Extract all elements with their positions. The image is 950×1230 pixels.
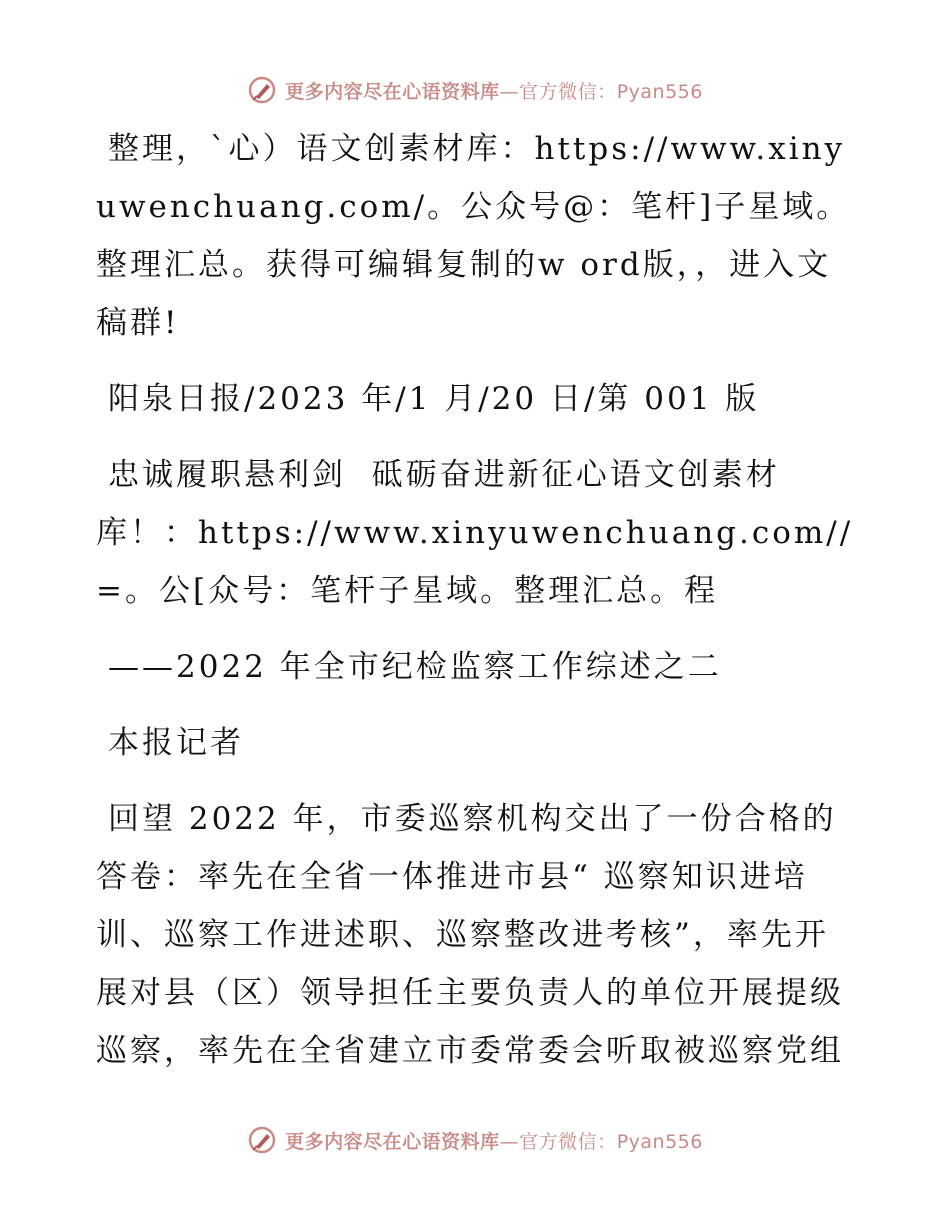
- byline: 本报记者: [108, 725, 244, 761]
- watermark-wechat-handle: Pyan556: [616, 1130, 703, 1153]
- watermark-separator: —: [499, 1130, 520, 1153]
- article-subtitle: ——2022 年全市纪检监察工作综述之二: [108, 649, 722, 685]
- watermark-brand: 更多内容尽在心语资料库: [285, 1130, 500, 1153]
- watermark-wechat-label: 官方微信：: [519, 80, 617, 103]
- watermark-wechat-handle: Pyan556: [616, 80, 703, 103]
- document-body: [96, 120, 856, 1098]
- intro-paragraph: 整理，`心）语文创素材库：https://www.xinyuwenchuang.com/。公众号@：笔杆]子星域。整理汇总。获得可编辑复制的w ord版，，进入文稿群!: [96, 131, 851, 341]
- footer-watermark: [0, 1120, 950, 1160]
- watermark-separator: —: [499, 80, 520, 103]
- body-paragraph: 回望 2022 年，市委巡察机构交出了一份合格的答卷：率先在全省一体推进市县“ 巡察知识进培训、巡察工作进述职、巡察整改进考核”，率先开展对县（区）领导担任主要负责人的单位开展提级巡察，率先在全省建立市委常委会听取被巡察党组: [96, 801, 844, 1069]
- watermark-text: [285, 1127, 703, 1154]
- watermark-brand: 更多内容尽在心语资料库: [285, 80, 500, 103]
- article-title: 忠诚履职悬利剑 砥砺奋进新征心语文创素材库！：https://www.xinyuwenchuang.com//=。公[众号：笔杆子星域。整理汇总。程: [96, 457, 854, 609]
- pen-nib-seal-icon: [247, 1125, 277, 1155]
- pen-nib-seal-icon: [247, 75, 277, 105]
- watermark-text: [285, 77, 703, 104]
- header-watermark: [0, 70, 950, 110]
- watermark-wechat-label: 官方微信：: [519, 1130, 617, 1153]
- publication-line: 阳泉日报/2023 年/1 月/20 日/第 001 版: [108, 381, 760, 417]
